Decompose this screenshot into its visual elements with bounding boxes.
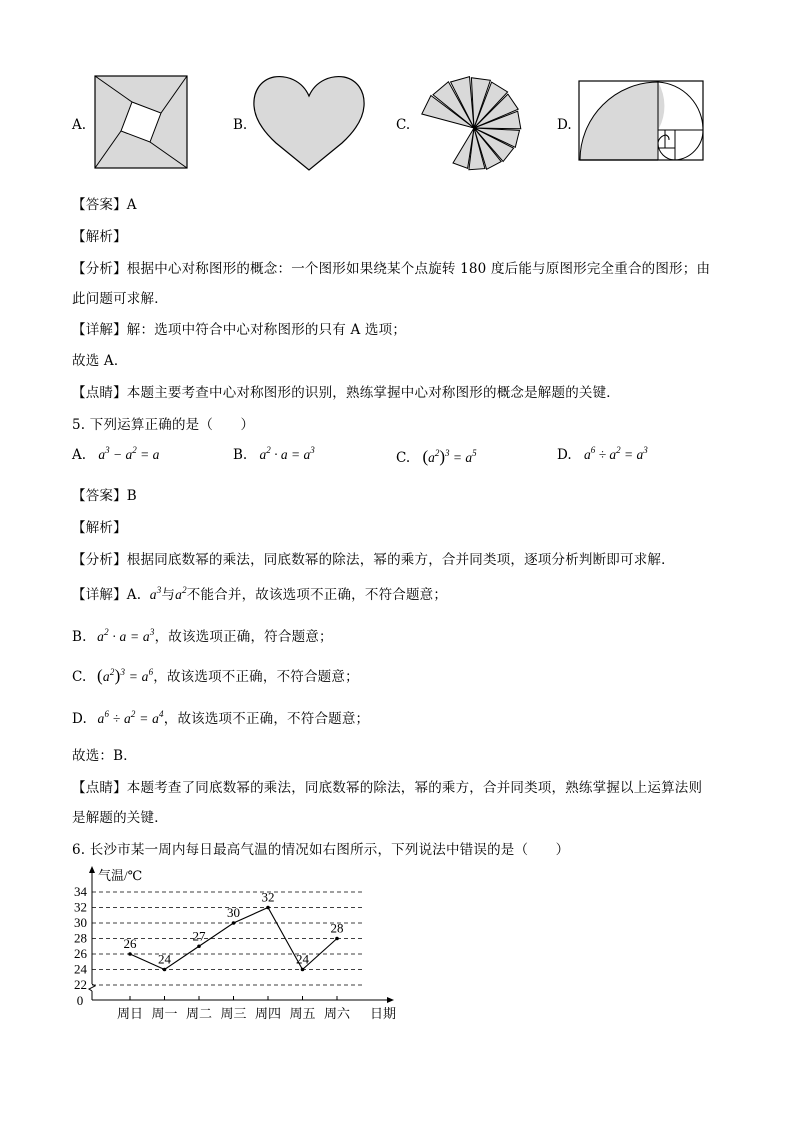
x-tick-label: 周二 <box>185 1006 213 1021</box>
q4-figure-c-fan <box>414 68 534 180</box>
q5-option-c: C. $(a^2)^3 = a^5$ <box>396 447 477 466</box>
q5-jiexi-heading: 【解析】 <box>72 520 127 536</box>
q5-detail-d-suffix: ，故该选项不正确，不符合题意； <box>163 711 370 727</box>
q5-detail-a: 【详解】A. $a^3$与$a^2$不能合并，故该选项不正确，不符合题意； <box>72 585 448 603</box>
q5-detail-c: C. $(a^2)^3 = a^6$，故该选项不正确，不符合题意； <box>72 666 359 685</box>
data-point <box>128 952 132 956</box>
x-tick-label: 周三 <box>220 1006 247 1021</box>
y-tick-label: 30 <box>74 915 87 930</box>
q5-option-a-label: A. <box>72 447 87 463</box>
data-label: 28 <box>330 920 344 936</box>
q4-option-d-label: D. <box>557 117 572 133</box>
q5-stem: 5. 下列运算正确的是（ ） <box>72 417 255 433</box>
data-point <box>335 937 339 941</box>
q4-option-a-label: A. <box>72 117 87 133</box>
y-axis-arrow <box>89 866 95 873</box>
q5-detail-d-label: D. <box>72 711 88 727</box>
y-tick-label: 26 <box>74 946 87 961</box>
q6-stem: 6. 长沙市某一周内每日最高气温的情况如右图所示，下列说法中错误的是（ ） <box>72 842 570 858</box>
q4-jiexi-heading: 【解析】 <box>72 229 127 245</box>
q4-option-b-label: B. <box>233 117 248 133</box>
q5-detail-b-label: B. <box>72 629 87 645</box>
q5-option-d: D. $a^6 \div a^2 = a^3$ <box>557 445 648 463</box>
x-axis-arrow <box>387 997 394 1003</box>
x-tick-label: 周六 <box>323 1006 351 1021</box>
q5-option-a: A. $a^3 - a^2 = a$ <box>72 445 160 463</box>
q4-answer: 【答案】A <box>72 197 137 213</box>
y-tick-label: 34 <box>74 884 87 899</box>
data-point <box>197 944 201 948</box>
q4-detail: 【详解】解：选项中符合中心对称图形的只有 A 选项； <box>72 322 407 338</box>
y-tick-label: 28 <box>74 930 87 946</box>
x-tick-label: 周一 <box>151 1006 178 1021</box>
data-label: 32 <box>261 889 275 905</box>
q4-option-c-label: C. <box>396 117 411 133</box>
q5-option-b: B. $a^2 \cdot a = a^3$ <box>233 445 315 463</box>
q5-detail-d: D. $a^6 \div a^2 = a^4$，故该选项不正确，不符合题意； <box>72 709 370 727</box>
data-point <box>301 968 305 972</box>
y-tick-label: 24 <box>74 961 87 977</box>
q5-option-d-label: D. <box>557 447 572 463</box>
q5-option-c-label: C. <box>396 450 411 466</box>
x-tick-label: 周五 <box>289 1006 316 1021</box>
data-label: 27 <box>192 928 206 944</box>
data-label: 30 <box>227 905 240 920</box>
data-point <box>163 968 167 972</box>
q4-figure-d-golden-spiral <box>578 80 704 162</box>
q5-answer: 【答案】B <box>72 488 137 504</box>
q5-detail-c-suffix: ，故该选项不正确，不符合题意； <box>153 669 359 685</box>
x-tick-label: 周四 <box>254 1006 282 1021</box>
q4-conclusion: 故选 A． <box>72 353 128 369</box>
origin-label: 0 <box>76 993 84 1008</box>
data-label: 24 <box>158 951 171 967</box>
q5-comment-line1: 【点睛】本题考查了同底数幂的乘法，同底数幂的除法，幂的乘方，合并同类项，熟练掌握以上运算法则 <box>72 780 703 796</box>
q5-comment-line2: 是解题的关键． <box>72 810 168 826</box>
x-axis-title: 日期 <box>370 1006 397 1021</box>
data-label: 24 <box>296 951 309 967</box>
data-point <box>266 906 270 910</box>
data-point <box>232 921 236 925</box>
x-tick-label: 周日 <box>116 1006 144 1021</box>
q5-detail-a-mid: 与 <box>161 587 176 603</box>
q5-conclusion: 故选：B． <box>72 748 137 764</box>
y-tick-label: 22 <box>74 977 87 992</box>
q4-figure-a-pinwheel-square <box>94 75 188 169</box>
y-axis-title: 气温/℃ <box>98 868 143 883</box>
q5-detail-c-label: C. <box>72 669 87 685</box>
q4-analysis-line2: 此问题可求解． <box>72 291 168 307</box>
q4-comment: 【点睛】本题主要考查中心对称图形的识别，熟练掌握中心对称图形的概念是解题的关键． <box>72 385 620 401</box>
q5-detail-a-prefix: 【详解】A. <box>72 587 142 603</box>
q4-analysis-line1: 【分析】根据中心对称图形的概念：一个图形如果绕某个点旋转 180 度后能与原图形完全重合的图形；由 <box>72 261 711 277</box>
q5-detail-b: B. $a^2 \cdot a = a^3$，故该选项正确，符合题意； <box>72 627 333 645</box>
data-label: 26 <box>123 936 137 951</box>
q5-detail-a-suffix: 不能合并，故该选项不正确，不符合题意； <box>186 587 448 603</box>
q4-figure-b-heart <box>252 74 366 172</box>
q5-detail-b-suffix: ，故该选项正确，符合题意； <box>154 629 333 645</box>
q6-temperature-chart <box>60 862 420 1036</box>
y-tick-label: 32 <box>74 899 87 915</box>
q5-option-b-label: B. <box>233 447 248 463</box>
q5-analysis: 【分析】根据同底数幂的乘法，同底数幂的除法，幂的乘方，合并同类项，逐项分析判断即可求解． <box>72 552 675 568</box>
